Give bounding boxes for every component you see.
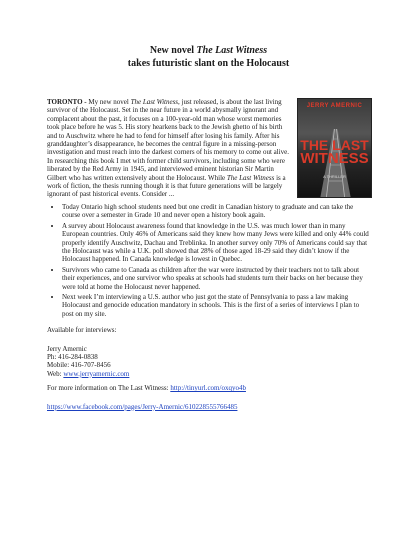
contact-web: Web: www.jerryamernic.com bbox=[47, 369, 130, 378]
website-link[interactable]: www.jerryamernic.com bbox=[63, 369, 130, 378]
cover-author: JERRY AMERNIC bbox=[306, 103, 363, 109]
available-heading: Available for interviews: bbox=[47, 326, 117, 335]
page-title bbox=[0, 44, 417, 70]
list-item: • Next week I’m interviewing a U.S. author who just got the state of Pennsylvania to pass a law making Holocaust and genocide education mandatory in schools. This is the first of a series of interviews I plan to post on my site. bbox=[62, 293, 372, 318]
contact-mobile: Mobile: 416-707-8456 bbox=[47, 361, 111, 370]
facebook-line bbox=[47, 403, 372, 411]
book-cover-image bbox=[297, 98, 372, 198]
cover-subtitle: A THRILLER bbox=[323, 174, 346, 179]
cover-title-line-2: WITNESS bbox=[300, 150, 369, 167]
contact-name: Jerry Amernic bbox=[47, 344, 87, 353]
facebook-link[interactable]: https://www.facebook.com/pages/Jerry-Amernic/610228555766485 bbox=[47, 402, 238, 411]
article-body bbox=[47, 98, 372, 415]
more-info-line: For more information on The Last Witness: http://tinyurl.com/oxqyo4b bbox=[47, 384, 246, 393]
intro-paragraph: TORONTO - My new novel The Last Witness, just released, is about the last living survivor of the Holocaust. Set in the near future in a world abysmally ignorant and complacent about the past, it focuses on a 100-year-old man whose worst memories took place before he was 5. His story hearkens back to the Jewish ghetto of his birth and to Auschwitz where he had to fend for himself after losing his family. After his granddaughter’s disappearance, he becomes the central figure in a missing-person investigation and must reach into the darkest corners of his memory to come out alive. In researching this book I met with former child survivors, including some who were liberated by the Red Army in 1945, and interviewed eminent historian Sir Martin Gilbert who has written extensively about the Holocaust. While The Last Witness is a work of fiction, the thesis running though it is that future generations will be largely ignorant of past historical events. Consider ... bbox=[47, 98, 290, 199]
facts-list bbox=[47, 203, 372, 318]
list-item: • Today Ontario high school students need but one credit in Canadian history to graduate and can take the course over a semester in Grade 10 and never open a history book again. bbox=[62, 203, 372, 220]
list-item: • Survivors who came to Canada as children after the war were instructed by their teachers not to talk about their experiences, and one survivor who speaks at schools had students turn their backs on her because they were told at home the Holocaust never happened. bbox=[62, 266, 372, 291]
cover-title-line-1: THE LAST bbox=[300, 137, 369, 153]
title-line-2: takes futuristic slant on the Holocaust bbox=[127, 58, 290, 69]
list-item: • A survey about Holocaust awareness found that knowledge in the U.S. was much lower than in many European countries. Only 46% of Americans said they knew how many Jews were killed and only 44% could properly identify Auschwitz, Dachau and Treblinka. In another survey only 70% of Americans could say that the Holocaust was while a U.K. poll showed that 28% of those aged 18-29 said they didn’t know if the Holocaust happened. In Canada knowledge is lowest in Quebec. bbox=[62, 222, 372, 264]
title-line-1: New novel The Last Witness bbox=[149, 45, 268, 56]
contact-block bbox=[47, 345, 372, 379]
contact-phone: Ph: 416-284-0838 bbox=[47, 352, 98, 361]
tinyurl-link[interactable]: http://tinyurl.com/oxqyo4b bbox=[170, 384, 246, 393]
